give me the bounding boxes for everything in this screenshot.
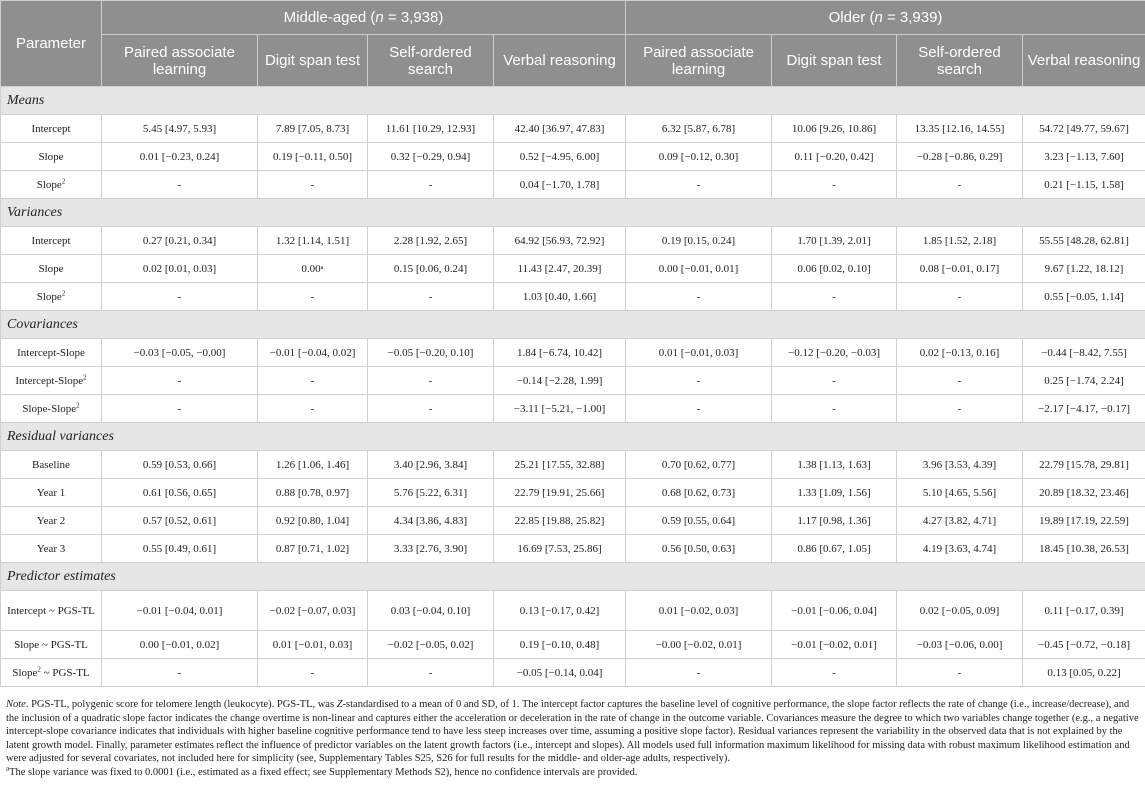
table-cell: 0.32 [−0.29, 0.94] [368, 143, 494, 171]
table-cell: - [258, 283, 368, 311]
table-cell: - [626, 395, 772, 423]
table-cell: - [368, 367, 494, 395]
section-row [1, 563, 1145, 591]
table-cell: 0.01 [−0.01, 0.03] [626, 339, 772, 367]
table-cell: 0.02 [−0.13, 0.16] [897, 339, 1023, 367]
parameter-label: Slope-Slope$^2$ [1, 395, 102, 423]
table-cell: −0.01 [−0.06, 0.04] [772, 591, 897, 631]
table-cell: 0.13 [0.05, 0.22] [1023, 659, 1145, 687]
table-row [1, 507, 1145, 535]
table-cell: 18.45 [10.38, 26.53] [1023, 535, 1145, 563]
parameter-label: Intercept [1, 227, 102, 255]
table-cell: 3.96 [3.53, 4.39] [897, 451, 1023, 479]
table-cell: 0.55 [−0.05, 1.14] [1023, 283, 1145, 311]
table-cell: 22.85 [19.88, 25.82] [494, 507, 626, 535]
table-cell: 0.19 [−0.11, 0.50] [258, 143, 368, 171]
table-cell: −2.17 [−4.17, −0.17] [1023, 395, 1145, 423]
table-cell: 3.40 [2.96, 3.84] [368, 451, 494, 479]
footnote-a: $^a$The slope variance was fixed to 0.0001 (i.e., estimated as a fixed effect; see Supplementary Methods S2), hence no confidence intervals are provided. [6, 764, 638, 778]
table-row [1, 535, 1145, 563]
table-cell: −0.01 [−0.04, 0.02] [258, 339, 368, 367]
table-row [1, 255, 1145, 283]
table-cell: - [772, 367, 897, 395]
table-cell: - [772, 283, 897, 311]
table-cell: 0.02 [0.01, 0.03] [102, 255, 258, 283]
table-cell: −0.02 [−0.05, 0.02] [368, 631, 494, 659]
table-cell: - [102, 283, 258, 311]
parameter-label: Intercept [1, 115, 102, 143]
table-cell: 1.32 [1.14, 1.51] [258, 227, 368, 255]
table-header [1, 1, 1145, 87]
table-cell: 0.02 [−0.05, 0.09] [897, 591, 1023, 631]
table-cell: 11.61 [10.29, 12.93] [368, 115, 494, 143]
table-row [1, 591, 1145, 631]
parameter-label: Intercept-Slope$^2$ [1, 367, 102, 395]
older-group-header: Older (n = 3,939) [626, 1, 1145, 35]
table-cell: 0.61 [0.56, 0.65] [102, 479, 258, 507]
table-cell: 0.11 [−0.20, 0.42] [772, 143, 897, 171]
column-header: Self-ordered search [368, 35, 494, 87]
table-cell: 0.15 [0.06, 0.24] [368, 255, 494, 283]
table-cell: 1.26 [1.06, 1.46] [258, 451, 368, 479]
table-cell: 22.79 [15.78, 29.81] [1023, 451, 1145, 479]
table-cell: 0.11 [−0.17, 0.39] [1023, 591, 1145, 631]
table-cell: 0.59 [0.53, 0.66] [102, 451, 258, 479]
table-row [1, 171, 1145, 199]
table-cell: 2.28 [1.92, 2.65] [368, 227, 494, 255]
table-cell: - [102, 659, 258, 687]
column-header: Digit span test [772, 35, 897, 87]
table-cell: 1.84 [−6.74, 10.42] [494, 339, 626, 367]
parameter-label: Slope$^2$ ~ PGS-TL [1, 659, 102, 687]
section-title: Residual variances [1, 423, 1145, 451]
table-cell: 0.01 [−0.01, 0.03] [258, 631, 368, 659]
table-cell: 3.33 [2.76, 3.90] [368, 535, 494, 563]
section-title: Variances [1, 199, 1145, 227]
table-cell: - [368, 659, 494, 687]
table-body [1, 87, 1145, 687]
parameter-label: Year 2 [1, 507, 102, 535]
table-cell: −0.01 [−0.02, 0.01] [772, 631, 897, 659]
table-cell: 1.03 [0.40, 1.66] [494, 283, 626, 311]
table-cell: - [772, 171, 897, 199]
table-notes [6, 698, 1140, 779]
table-cell: 13.35 [12.16, 14.55] [897, 115, 1023, 143]
table-cell: 16.69 [7.53, 25.86] [494, 535, 626, 563]
table-cell: - [897, 367, 1023, 395]
parameter-label: Slope$^2$ [1, 171, 102, 199]
table-cell: 0.88 [0.78, 0.97] [258, 479, 368, 507]
table-cell: −0.00 [−0.02, 0.01] [626, 631, 772, 659]
parameter-header: Parameter [1, 1, 102, 87]
table-cell: - [772, 659, 897, 687]
table-cell: 6.32 [5.87, 6.78] [626, 115, 772, 143]
note-paragraph: Note. PGS-TL, polygenic score for telomere length (leukocyte). PGS-TL, was Z-standardised to a mean of 0 and SD, of 1. The intercept factor captures the baseline level of cognitive performance, the slope factor reflects the rate of change (i.e., increase/decrease), and the inclusion of a quadratic slope factor indicates the change overtime is non-linear and captures either the acceleration or deceleration in the rate of change in the outcome variable. Covariances measure the degree to which two variables change together (e.g., a negative intercept-slope covariance indicates that individuals with higher baseline cognitive performance tend to have less steep increases over time, assuming a positive slope factor). Residual variances represent the variability in the observed data that is not explained by the latent growth model. Finally, parameter estimates reflect the influence of predictor variables on the latent growth factors (i.e., intercept and slopes). All models used full information maximum likelihood for missing data with robust maximum likelihood estimation and were adjusted for several covariates, not included here for simplicity (see, Supplementary Tables S25, S26 for full results for the middle- and older-age adults, respectively). [6, 699, 1139, 764]
parameter-label: Slope [1, 143, 102, 171]
section-title: Covariances [1, 311, 1145, 339]
section-title: Predictor estimates [1, 563, 1145, 591]
table-cell: 0.19 [−0.10, 0.48] [494, 631, 626, 659]
table-cell: 0.86 [0.67, 1.05] [772, 535, 897, 563]
parameter-label: Intercept ~ PGS-TL [1, 591, 102, 631]
table-row [1, 659, 1145, 687]
section-title: Means [1, 87, 1145, 115]
table-cell: - [897, 395, 1023, 423]
middle-aged-group-header: Middle-aged (n = 3,938) [102, 1, 626, 35]
section-row [1, 311, 1145, 339]
table-cell: 0.00 [−0.01, 0.02] [102, 631, 258, 659]
table-cell: 11.43 [2.47, 20.39] [494, 255, 626, 283]
table-cell: 3.23 [−1.13, 7.60] [1023, 143, 1145, 171]
table-cell: - [772, 395, 897, 423]
table-cell: −0.12 [−0.20, −0.03] [772, 339, 897, 367]
table-row [1, 143, 1145, 171]
table-cell: - [626, 367, 772, 395]
table-cell: 9.67 [1.22, 18.12] [1023, 255, 1145, 283]
table-cell: −0.45 [−0.72, −0.18] [1023, 631, 1145, 659]
table-cell: 0.04 [−1.70, 1.78] [494, 171, 626, 199]
table-cell: 22.79 [19.91, 25.66] [494, 479, 626, 507]
parameter-label: Slope ~ PGS-TL [1, 631, 102, 659]
table-cell: 4.19 [3.63, 4.74] [897, 535, 1023, 563]
parameter-label: Baseline [1, 451, 102, 479]
table-cell: 0.52 [−4.95, 6.00] [494, 143, 626, 171]
table-cell: −0.44 [−8.42, 7.55] [1023, 339, 1145, 367]
table-cell: 0.03 [−0.04, 0.10] [368, 591, 494, 631]
table-cell: - [897, 283, 1023, 311]
table-cell: −0.03 [−0.05, −0.00] [102, 339, 258, 367]
section-row [1, 199, 1145, 227]
table-cell: −0.05 [−0.20, 0.10] [368, 339, 494, 367]
section-row [1, 87, 1145, 115]
table-cell: 20.89 [18.32, 23.46] [1023, 479, 1145, 507]
table-cell: 0.55 [0.49, 0.61] [102, 535, 258, 563]
column-header: Paired associate learning [102, 35, 258, 87]
table-cell: 0.21 [−1.15, 1.58] [1023, 171, 1145, 199]
table-cell: 55.55 [48.28, 62.81] [1023, 227, 1145, 255]
column-header: Verbal reasoning [1023, 35, 1145, 87]
table-cell: - [102, 171, 258, 199]
table-cell: 0.00ᵃ [258, 255, 368, 283]
table-cell: - [626, 283, 772, 311]
table-cell: 54.72 [49.77, 59.67] [1023, 115, 1145, 143]
table-cell: 0.25 [−1.74, 2.24] [1023, 367, 1145, 395]
parameter-label: Slope$^2$ [1, 283, 102, 311]
table-cell: 4.34 [3.86, 4.83] [368, 507, 494, 535]
table-row [1, 339, 1145, 367]
table-cell: 1.85 [1.52, 2.18] [897, 227, 1023, 255]
table-cell: 0.01 [−0.02, 0.03] [626, 591, 772, 631]
parameter-label: Intercept-Slope [1, 339, 102, 367]
table-cell: −0.28 [−0.86, 0.29] [897, 143, 1023, 171]
table-cell: 5.76 [5.22, 6.31] [368, 479, 494, 507]
table-cell: 64.92 [56.93, 72.92] [494, 227, 626, 255]
table-cell: - [258, 367, 368, 395]
table-cell: 5.10 [4.65, 5.56] [897, 479, 1023, 507]
table-cell: 0.92 [0.80, 1.04] [258, 507, 368, 535]
table-cell: 0.08 [−0.01, 0.17] [897, 255, 1023, 283]
table-row [1, 115, 1145, 143]
table-cell: 0.00 [−0.01, 0.01] [626, 255, 772, 283]
table-cell: 0.01 [−0.23, 0.24] [102, 143, 258, 171]
table-cell: −0.01 [−0.04, 0.01] [102, 591, 258, 631]
table-cell: - [626, 171, 772, 199]
table-cell: −0.02 [−0.07, 0.03] [258, 591, 368, 631]
table-cell: - [102, 367, 258, 395]
table-cell: 0.06 [0.02, 0.10] [772, 255, 897, 283]
column-header: Verbal reasoning [494, 35, 626, 87]
table-cell: 0.87 [0.71, 1.02] [258, 535, 368, 563]
table-cell: - [368, 171, 494, 199]
table-cell: 0.19 [0.15, 0.24] [626, 227, 772, 255]
table-cell: −0.05 [−0.14, 0.04] [494, 659, 626, 687]
table-row [1, 479, 1145, 507]
table-cell: 1.70 [1.39, 2.01] [772, 227, 897, 255]
table-cell: - [626, 659, 772, 687]
table-cell: - [258, 395, 368, 423]
table-cell: −3.11 [−5.21, −1.00] [494, 395, 626, 423]
table-cell: 0.70 [0.62, 0.77] [626, 451, 772, 479]
table-cell: - [368, 395, 494, 423]
table-cell: 0.27 [0.21, 0.34] [102, 227, 258, 255]
table-cell: 0.56 [0.50, 0.63] [626, 535, 772, 563]
table-cell: 0.09 [−0.12, 0.30] [626, 143, 772, 171]
table-cell: −0.14 [−2.28, 1.99] [494, 367, 626, 395]
parameter-label: Slope [1, 255, 102, 283]
table-cell: 19.89 [17.19, 22.59] [1023, 507, 1145, 535]
table-cell: - [258, 171, 368, 199]
parameter-label: Year 3 [1, 535, 102, 563]
table-cell: 42.40 [36.97, 47.83] [494, 115, 626, 143]
table-cell: 0.13 [−0.17, 0.42] [494, 591, 626, 631]
table-cell: - [368, 283, 494, 311]
table-row [1, 631, 1145, 659]
table-cell: - [897, 659, 1023, 687]
column-header: Paired associate learning [626, 35, 772, 87]
table-row [1, 367, 1145, 395]
table-cell: 10.06 [9.26, 10.86] [772, 115, 897, 143]
table-cell: 4.27 [3.82, 4.71] [897, 507, 1023, 535]
column-header: Digit span test [258, 35, 368, 87]
table-cell: 1.33 [1.09, 1.56] [772, 479, 897, 507]
table-cell: - [897, 171, 1023, 199]
table-row [1, 283, 1145, 311]
table-row [1, 451, 1145, 479]
table-cell: 1.38 [1.13, 1.63] [772, 451, 897, 479]
section-row [1, 423, 1145, 451]
column-header: Self-ordered search [897, 35, 1023, 87]
table-cell: −0.03 [−0.06, 0.00] [897, 631, 1023, 659]
table-cell: 0.68 [0.62, 0.73] [626, 479, 772, 507]
table-row [1, 227, 1145, 255]
table-row [1, 395, 1145, 423]
table-cell: 25.21 [17.55, 32.88] [494, 451, 626, 479]
table-cell: - [102, 395, 258, 423]
table-cell: 0.57 [0.52, 0.61] [102, 507, 258, 535]
parameter-label: Year 1 [1, 479, 102, 507]
table-cell: 1.17 [0.98, 1.36] [772, 507, 897, 535]
table-cell: 5.45 [4.97, 5.93] [102, 115, 258, 143]
table-cell: - [258, 659, 368, 687]
table-cell: 7.89 [7.05, 8.73] [258, 115, 368, 143]
table-cell: 0.59 [0.55, 0.64] [626, 507, 772, 535]
